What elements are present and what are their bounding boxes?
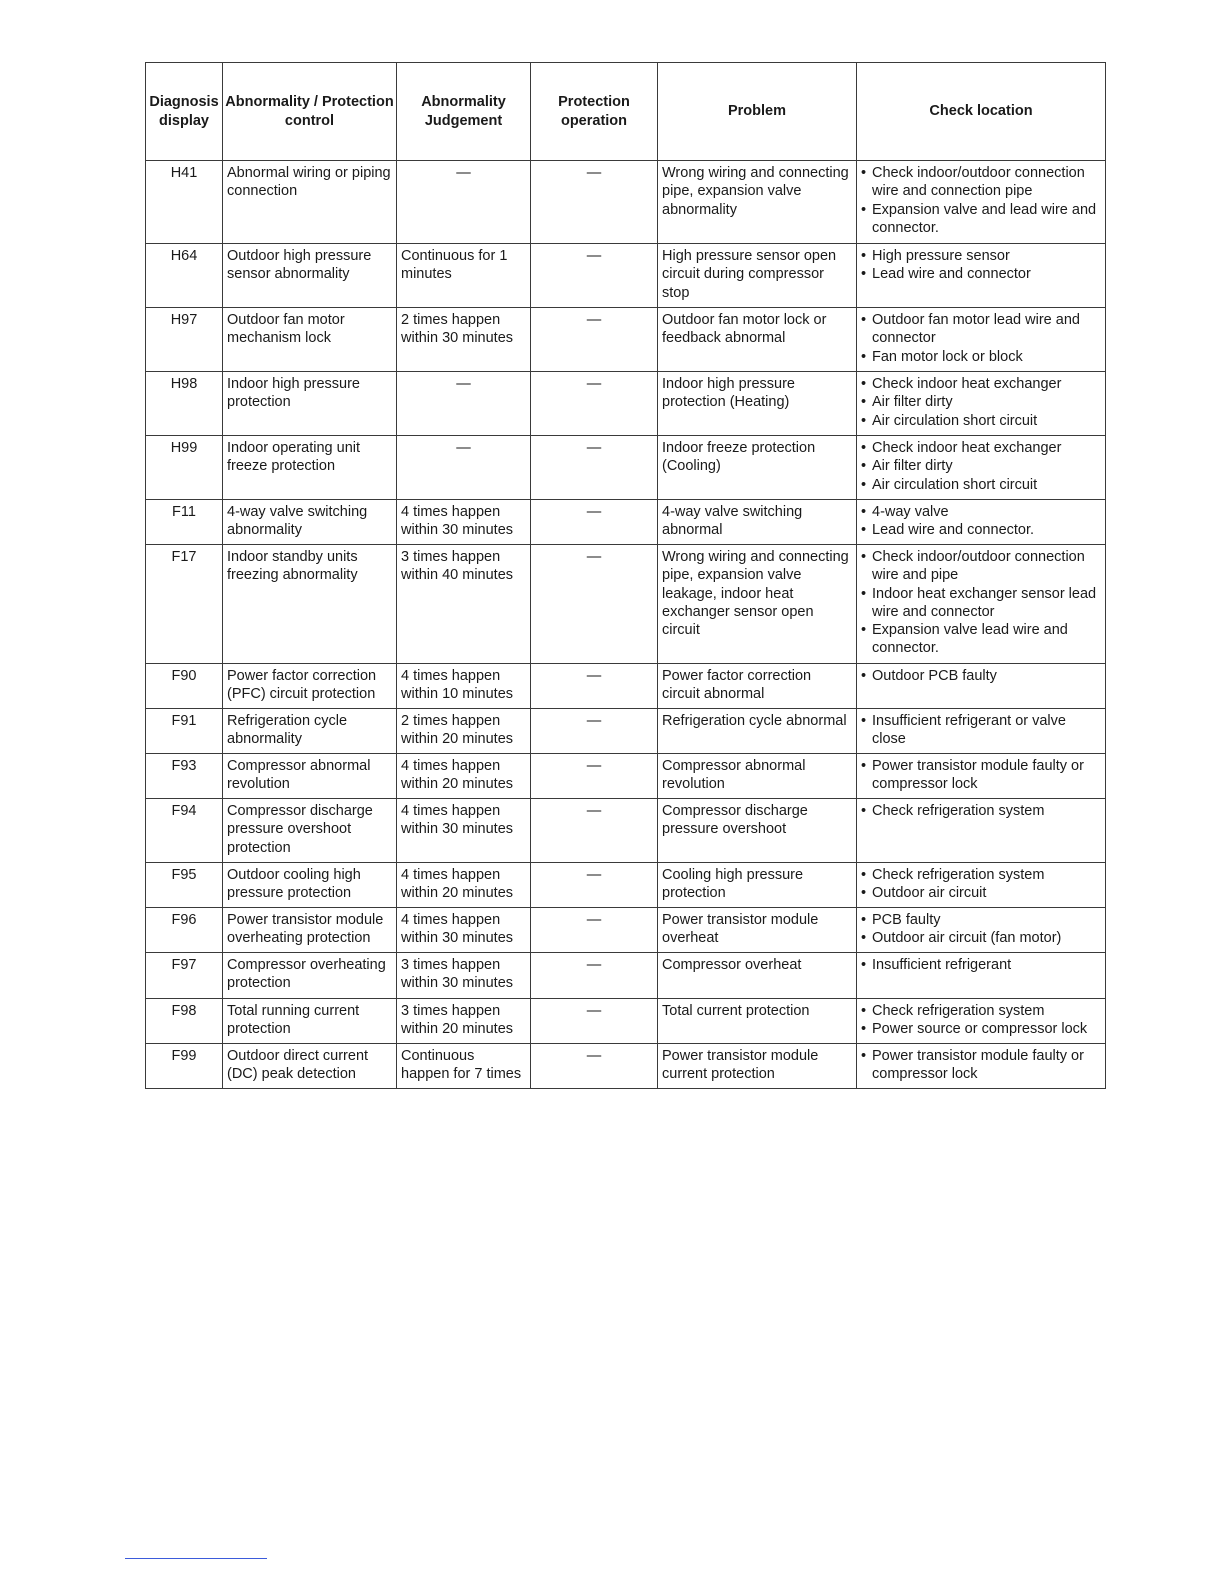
check-location-cell: [857, 999, 1106, 1044]
table-row: [146, 908, 1106, 953]
check-list: [861, 667, 1101, 685]
table-row: [146, 664, 1106, 709]
check-item: • Check indoor heat exchanger: [861, 439, 1101, 457]
abnormality-cell: Compressor overheating protection: [223, 953, 397, 999]
check-item: • Air circulation short circuit: [861, 476, 1101, 494]
table-row: [146, 754, 1106, 799]
diagnosis-code-cell: H97: [146, 308, 223, 372]
check-list: [861, 247, 1101, 284]
judgement-cell: 3 times happen within 20 minutes: [397, 999, 531, 1044]
judgement-cell: —: [397, 161, 531, 244]
judgement-cell: 4 times happen within 30 minutes: [397, 799, 531, 863]
judgement-cell: 3 times happen within 40 minutes: [397, 545, 531, 664]
problem-cell: Power transistor module overheat: [658, 908, 857, 953]
table-row: [146, 709, 1106, 754]
check-list: [861, 802, 1101, 820]
diagnosis-code-cell: F96: [146, 908, 223, 953]
judgement-cell: —: [397, 372, 531, 436]
abnormality-cell: Outdoor cooling high pressure protection: [223, 863, 397, 908]
check-location-cell: [857, 161, 1106, 244]
protection-cell: —: [531, 953, 658, 999]
problem-cell: Wrong wiring and connecting pipe, expansion valve abnormality: [658, 161, 857, 244]
protection-cell: —: [531, 545, 658, 664]
table-row: [146, 308, 1106, 372]
check-item: • Outdoor air circuit: [861, 884, 1101, 902]
check-location-cell: [857, 709, 1106, 754]
protection-cell: —: [531, 500, 658, 545]
judgement-cell: 4 times happen within 10 minutes: [397, 664, 531, 709]
footer-rule: [125, 1558, 267, 1559]
check-item: • Check refrigeration system: [861, 1002, 1101, 1020]
check-location-cell: [857, 308, 1106, 372]
check-list: [861, 311, 1101, 366]
problem-cell: Wrong wiring and connecting pipe, expansion valve leakage, indoor heat exchanger sensor open circuit: [658, 545, 857, 664]
protection-cell: —: [531, 799, 658, 863]
check-item: • 4-way valve: [861, 503, 1101, 521]
table-row: [146, 436, 1106, 500]
judgement-cell: 4 times happen within 30 minutes: [397, 500, 531, 545]
header-check-location: Check location: [857, 63, 1106, 161]
check-list: [861, 911, 1101, 948]
check-item: • Fan motor lock or block: [861, 348, 1101, 366]
abnormality-cell: Outdoor fan motor mechanism lock: [223, 308, 397, 372]
check-location-cell: [857, 754, 1106, 799]
check-list: [861, 1002, 1101, 1039]
judgement-cell: Continuous for 1 minutes: [397, 244, 531, 308]
check-item: • Lead wire and connector: [861, 265, 1101, 283]
check-location-cell: [857, 863, 1106, 908]
protection-cell: —: [531, 161, 658, 244]
check-item: • Power source or compressor lock: [861, 1020, 1101, 1038]
check-item: • Check refrigeration system: [861, 866, 1101, 884]
check-item: • Outdoor fan motor lead wire and connector: [861, 311, 1101, 348]
abnormality-cell: Total running current protection: [223, 999, 397, 1044]
diagnosis-code-cell: H64: [146, 244, 223, 308]
check-item: • Air filter dirty: [861, 457, 1101, 475]
protection-cell: —: [531, 709, 658, 754]
check-item: • Outdoor air circuit (fan motor): [861, 929, 1101, 947]
table-row: [146, 999, 1106, 1044]
protection-cell: —: [531, 308, 658, 372]
diagnosis-code-cell: F93: [146, 754, 223, 799]
abnormality-cell: Refrigeration cycle abnormality: [223, 709, 397, 754]
table-row: [146, 953, 1106, 999]
abnormality-cell: Outdoor direct current (DC) peak detection: [223, 1044, 397, 1089]
problem-cell: Compressor overheat: [658, 953, 857, 999]
check-item: • Indoor heat exchanger sensor lead wire and connector: [861, 585, 1101, 622]
problem-cell: Indoor freeze protection (Cooling): [658, 436, 857, 500]
check-item: • Check indoor heat exchanger: [861, 375, 1101, 393]
judgement-cell: 4 times happen within 20 minutes: [397, 754, 531, 799]
judgement-cell: 2 times happen within 20 minutes: [397, 709, 531, 754]
check-list: [861, 956, 1101, 974]
check-item: • Expansion valve lead wire and connector.: [861, 621, 1101, 658]
header-diagnosis-display: Diagnosis display: [146, 63, 223, 161]
problem-cell: Indoor high pressure protection (Heating): [658, 372, 857, 436]
check-item: • PCB faulty: [861, 911, 1101, 929]
problem-cell: 4-way valve switching abnormal: [658, 500, 857, 545]
table-header-row: [146, 63, 1106, 161]
check-list: [861, 712, 1101, 749]
header-protection-operation: Protection operation: [531, 63, 658, 161]
judgement-cell: Continuous happen for 7 times: [397, 1044, 531, 1089]
check-item: • Outdoor PCB faulty: [861, 667, 1101, 685]
check-list: [861, 375, 1101, 430]
check-item: • Air circulation short circuit: [861, 412, 1101, 430]
table-row: [146, 372, 1106, 436]
check-item: • Check indoor/outdoor connection wire and connection pipe: [861, 164, 1101, 201]
header-abnormality: Abnormality / Protection control: [223, 63, 397, 161]
check-list: [861, 866, 1101, 903]
diagnosis-table: [145, 62, 1106, 1089]
check-list: [861, 548, 1101, 658]
check-list: [861, 164, 1101, 237]
diagnosis-code-cell: F94: [146, 799, 223, 863]
check-location-cell: [857, 664, 1106, 709]
abnormality-cell: Power factor correction (PFC) circuit protection: [223, 664, 397, 709]
judgement-cell: —: [397, 436, 531, 500]
protection-cell: —: [531, 908, 658, 953]
check-item: • Check indoor/outdoor connection wire and pipe: [861, 548, 1101, 585]
abnormality-cell: Compressor abnormal revolution: [223, 754, 397, 799]
protection-cell: —: [531, 863, 658, 908]
abnormality-cell: Outdoor high pressure sensor abnormality: [223, 244, 397, 308]
judgement-cell: 3 times happen within 30 minutes: [397, 953, 531, 999]
check-list: [861, 503, 1101, 540]
abnormality-cell: Indoor high pressure protection: [223, 372, 397, 436]
problem-cell: Compressor abnormal revolution: [658, 754, 857, 799]
diagnosis-code-cell: F90: [146, 664, 223, 709]
problem-cell: Total current protection: [658, 999, 857, 1044]
problem-cell: Outdoor fan motor lock or feedback abnormal: [658, 308, 857, 372]
protection-cell: —: [531, 372, 658, 436]
check-item: • Insufficient refrigerant: [861, 956, 1101, 974]
problem-cell: Power factor correction circuit abnormal: [658, 664, 857, 709]
diagnosis-code-cell: F99: [146, 1044, 223, 1089]
check-location-cell: [857, 799, 1106, 863]
table-row: [146, 1044, 1106, 1089]
header-problem: Problem: [658, 63, 857, 161]
abnormality-cell: 4-way valve switching abnormality: [223, 500, 397, 545]
check-item: • Power transistor module faulty or compressor lock: [861, 757, 1101, 794]
judgement-cell: 4 times happen within 30 minutes: [397, 908, 531, 953]
diagnosis-code-cell: F91: [146, 709, 223, 754]
check-location-cell: [857, 908, 1106, 953]
protection-cell: —: [531, 664, 658, 709]
header-judgement: Abnormality Judgement: [397, 63, 531, 161]
diagnosis-code-cell: H99: [146, 436, 223, 500]
protection-cell: —: [531, 436, 658, 500]
table-row: [146, 244, 1106, 308]
check-item: • Insufficient refrigerant or valve close: [861, 712, 1101, 749]
protection-cell: —: [531, 244, 658, 308]
check-location-cell: [857, 436, 1106, 500]
diagnosis-code-cell: F98: [146, 999, 223, 1044]
diagnosis-code-cell: F95: [146, 863, 223, 908]
table-row: [146, 545, 1106, 664]
protection-cell: —: [531, 1044, 658, 1089]
check-location-cell: [857, 500, 1106, 545]
abnormality-cell: Power transistor module overheating protection: [223, 908, 397, 953]
problem-cell: High pressure sensor open circuit during compressor stop: [658, 244, 857, 308]
judgement-cell: 2 times happen within 30 minutes: [397, 308, 531, 372]
problem-cell: Compressor discharge pressure overshoot: [658, 799, 857, 863]
check-location-cell: [857, 545, 1106, 664]
problem-cell: Power transistor module current protection: [658, 1044, 857, 1089]
diagnosis-code-cell: H98: [146, 372, 223, 436]
judgement-cell: 4 times happen within 20 minutes: [397, 863, 531, 908]
table-row: [146, 863, 1106, 908]
diagnosis-code-cell: H41: [146, 161, 223, 244]
table-row: [146, 161, 1106, 244]
check-location-cell: [857, 953, 1106, 999]
table-row: [146, 500, 1106, 545]
check-item: • Expansion valve and lead wire and connector.: [861, 201, 1101, 238]
check-item: • Air filter dirty: [861, 393, 1101, 411]
check-item: • Lead wire and connector.: [861, 521, 1101, 539]
abnormality-cell: Compressor discharge pressure overshoot protection: [223, 799, 397, 863]
diagnosis-code-cell: F97: [146, 953, 223, 999]
check-item: • Check refrigeration system: [861, 802, 1101, 820]
diagnosis-code-cell: F11: [146, 500, 223, 545]
protection-cell: —: [531, 754, 658, 799]
diagnosis-code-cell: F17: [146, 545, 223, 664]
abnormality-cell: Abnormal wiring or piping connection: [223, 161, 397, 244]
check-list: [861, 757, 1101, 794]
check-item: • Power transistor module faulty or compressor lock: [861, 1047, 1101, 1084]
check-list: [861, 1047, 1101, 1084]
protection-cell: —: [531, 999, 658, 1044]
problem-cell: Cooling high pressure protection: [658, 863, 857, 908]
problem-cell: Refrigeration cycle abnormal: [658, 709, 857, 754]
table-body: [146, 161, 1106, 1089]
check-location-cell: [857, 244, 1106, 308]
table-row: [146, 799, 1106, 863]
abnormality-cell: Indoor operating unit freeze protection: [223, 436, 397, 500]
abnormality-cell: Indoor standby units freezing abnormality: [223, 545, 397, 664]
check-location-cell: [857, 1044, 1106, 1089]
check-item: • High pressure sensor: [861, 247, 1101, 265]
check-list: [861, 439, 1101, 494]
check-location-cell: [857, 372, 1106, 436]
